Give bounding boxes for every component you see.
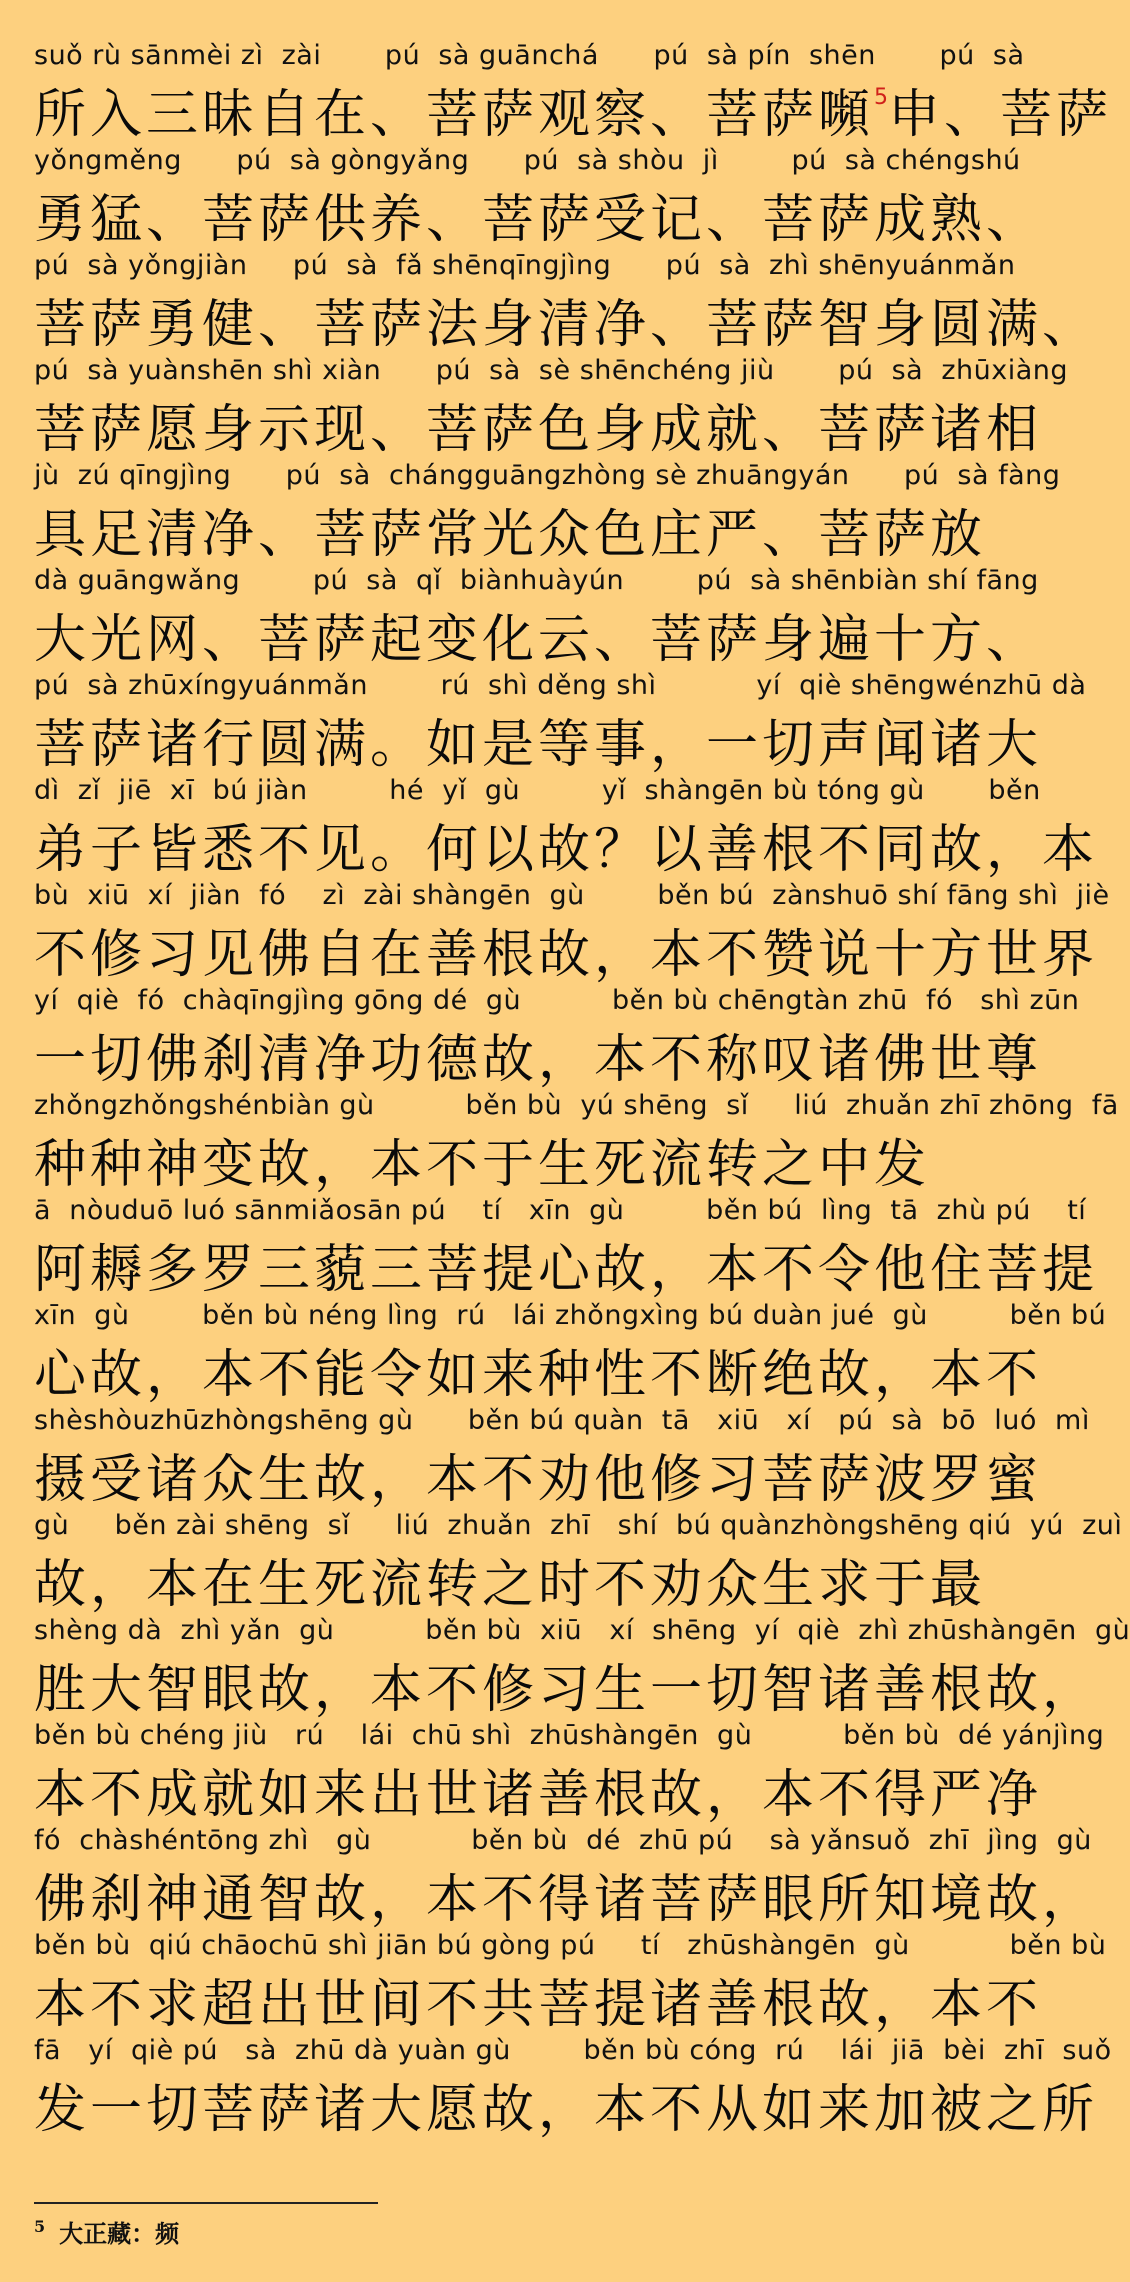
verse-line	[34, 141, 1050, 250]
footnote-reference: 5	[874, 85, 889, 110]
hanzi-text: 弟子皆悉不见。何以故？以善根不同故，本	[34, 820, 1099, 880]
verse-line	[34, 1296, 1107, 1405]
hanzi-line	[34, 1332, 1050, 1407]
verse-line	[34, 666, 1087, 775]
pinyin-line: yǒngměng pú sà gòngyǎng pú sà shòu jì pú sà chéngshú	[34, 145, 1021, 176]
hanzi-text: 菩萨愿身示现、菩萨色身成就、菩萨诸相	[34, 400, 1043, 460]
hanzi-line	[34, 1122, 1050, 1197]
hanzi-line	[34, 177, 1050, 252]
hanzi-text-tail: 申、菩萨	[888, 85, 1113, 145]
pinyin-line: zhǒngzhǒngshénbiàn gù běn bù yú shēng sǐ liú zhuǎn zhī zhōng fā	[34, 1090, 1119, 1121]
hanzi-text: 菩萨勇健、菩萨法身清净、菩萨智身圆满、	[34, 295, 1099, 355]
verse-line	[34, 351, 1069, 460]
pinyin-line: shèng dà zhì yǎn gù běn bù xiū xí shēng yí qiè zhì zhūshàngēn gù	[34, 1615, 1130, 1646]
hanzi-text: 菩萨诸行圆满。如是等事，一切声闻诸大	[34, 715, 1043, 775]
verse-line	[34, 1611, 1130, 1720]
hanzi-text: 心故，本不能令如来种性不断绝故，本不	[34, 1345, 1043, 1405]
verse-line	[34, 1716, 1105, 1825]
hanzi-line	[34, 597, 1050, 672]
pinyin-line: shèshòuzhūzhòngshēng gù běn bú quàn tā xiū xí pú sà bō luó mì	[34, 1405, 1090, 1436]
hanzi-text: 胜大智眼故，本不修习生一切智诸善根故，	[34, 1660, 1099, 1720]
pinyin-line: pú sà yuànshēn shì xiàn pú sà sè shēnchéng jiù pú sà zhūxiàng	[34, 355, 1069, 386]
verse-line	[34, 456, 1061, 565]
verse-line	[34, 2031, 1112, 2140]
verse-line	[34, 246, 1099, 355]
pinyin-line: pú sà yǒngjiàn pú sà fǎ shēnqīngjìng pú sà zhì shēnyuánmǎn	[34, 250, 1016, 281]
footnote-text: 大正藏：频	[59, 2219, 180, 2248]
verse-line	[34, 1926, 1107, 2035]
hanzi-line	[34, 492, 1050, 567]
pinyin-line: dì zǐ jiē xī bú jiàn hé yǐ gù yǐ shàngēn bù tóng gù běn	[34, 775, 1041, 806]
pinyin-line: běn bù chéng jiù rú lái chū shì zhūshàngēn gù běn bù dé yánjìng	[34, 1720, 1105, 1751]
verse-line	[34, 1191, 1099, 1300]
hanzi-text: 故，本在生死流转之时不劝众生求于最	[34, 1555, 987, 1615]
pinyin-line: fā yí qiè pú sà zhū dà yuàn gù běn bù cóng rú lái jiā bèi zhī suǒ	[34, 2035, 1112, 2066]
footnote	[34, 2214, 179, 2249]
hanzi-line	[34, 702, 1050, 777]
hanzi-line	[34, 1437, 1050, 1512]
hanzi-text: 本不成就如来出世诸善根故，本不得严净	[34, 1765, 1043, 1825]
pinyin-line: suǒ rù sānmèi zì zài pú sà guānchá pú sà pín shēn pú sà	[34, 40, 1025, 71]
hanzi-line	[34, 72, 1113, 147]
hanzi-line	[34, 807, 1099, 882]
hanzi-text: 阿耨多罗三藐三菩提心故，本不令他住菩提	[34, 1240, 1099, 1300]
verse-line	[34, 1086, 1119, 1195]
pinyin-line: dà guāngwǎng pú sà qǐ biànhuàyún pú sà shēnbiàn shí fāng	[34, 565, 1039, 596]
hanzi-text: 佛刹神通智故，本不得诸菩萨眼所知境故，	[34, 1870, 1099, 1930]
hanzi-line	[34, 387, 1050, 462]
hanzi-text: 具足清净、菩萨常光众色庄严、菩萨放	[34, 505, 987, 565]
pinyin-line: bù xiū xí jiàn fó zì zài shàngēn gù běn bú zànshuō shí fāng shì jiè	[34, 880, 1110, 911]
footnote-mark: 5	[34, 2217, 46, 2236]
hanzi-text: 不修习见佛自在善根故，本不赞说十方世界	[34, 925, 1099, 985]
scripture-text	[34, 36, 1130, 2140]
verse-line	[34, 36, 1113, 145]
pinyin-line: ā nòuduō luó sānmiǎosān pú tí xīn gù běn bú lìng tā zhù pú tí	[34, 1195, 1087, 1226]
hanzi-line	[34, 1542, 1050, 1617]
hanzi-line	[34, 912, 1099, 987]
verse-line	[34, 1821, 1099, 1930]
pinyin-line: pú sà zhūxíngyuánmǎn rú shì děng shì yí qiè shēngwénzhū dà	[34, 670, 1087, 701]
hanzi-text: 所入三昧自在、菩萨观察、菩萨嚬	[34, 85, 875, 145]
hanzi-text: 种种神变故，本不于生死流转之中发	[34, 1135, 931, 1195]
verse-line	[34, 876, 1110, 985]
pinyin-line: xīn gù běn bù néng lìng rú lái zhǒngxìng bú duàn jué gù běn bú	[34, 1300, 1107, 1331]
hanzi-text: 摄受诸众生故，本不劝他修习菩萨波罗蜜	[34, 1450, 1043, 1510]
hanzi-line	[34, 1227, 1099, 1302]
pinyin-line: gù běn zài shēng sǐ liú zhuǎn zhī shí bú quànzhòngshēng qiú yú zuì	[34, 1510, 1123, 1541]
pinyin-line: běn bù qiú chāochū shì jiān bú gòng pú tí zhūshàngēn gù běn bù	[34, 1930, 1107, 1961]
pinyin-line: yí qiè fó chàqīngjìng gōng dé gù běn bù chēngtàn zhū fó shì zūn	[34, 985, 1080, 1016]
verse-line	[34, 1506, 1123, 1615]
hanzi-line	[34, 1647, 1099, 1722]
verse-line	[34, 771, 1099, 880]
hanzi-text: 大光网、菩萨起变化云、菩萨身遍十方、	[34, 610, 1043, 670]
hanzi-text: 发一切菩萨诸大愿故，本不从如来加被之所	[34, 2080, 1099, 2140]
verse-line	[34, 561, 1050, 670]
pinyin-line: fó chàshéntōng zhì gù běn bù dé zhū pú sà yǎnsuǒ zhī jìng gù	[34, 1825, 1092, 1856]
verse-line	[34, 1401, 1090, 1510]
verse-line	[34, 981, 1080, 1090]
hanzi-text: 一切佛刹清净功德故，本不称叹诸佛世尊	[34, 1030, 1043, 1090]
hanzi-text: 本不求超出世间不共菩提诸善根故，本不	[34, 1975, 1043, 2035]
pinyin-line: jù zú qīngjìng pú sà chángguāngzhòng sè zhuāngyán pú sà fàng	[34, 460, 1061, 491]
hanzi-line	[34, 1752, 1050, 1827]
hanzi-line	[34, 1857, 1099, 1932]
hanzi-line	[34, 1962, 1050, 2037]
hanzi-line	[34, 2067, 1099, 2142]
hanzi-line	[34, 1017, 1050, 1092]
hanzi-line	[34, 282, 1099, 357]
footnote-divider	[34, 2202, 378, 2204]
hanzi-text: 勇猛、菩萨供养、菩萨受记、菩萨成熟、	[34, 190, 1043, 250]
